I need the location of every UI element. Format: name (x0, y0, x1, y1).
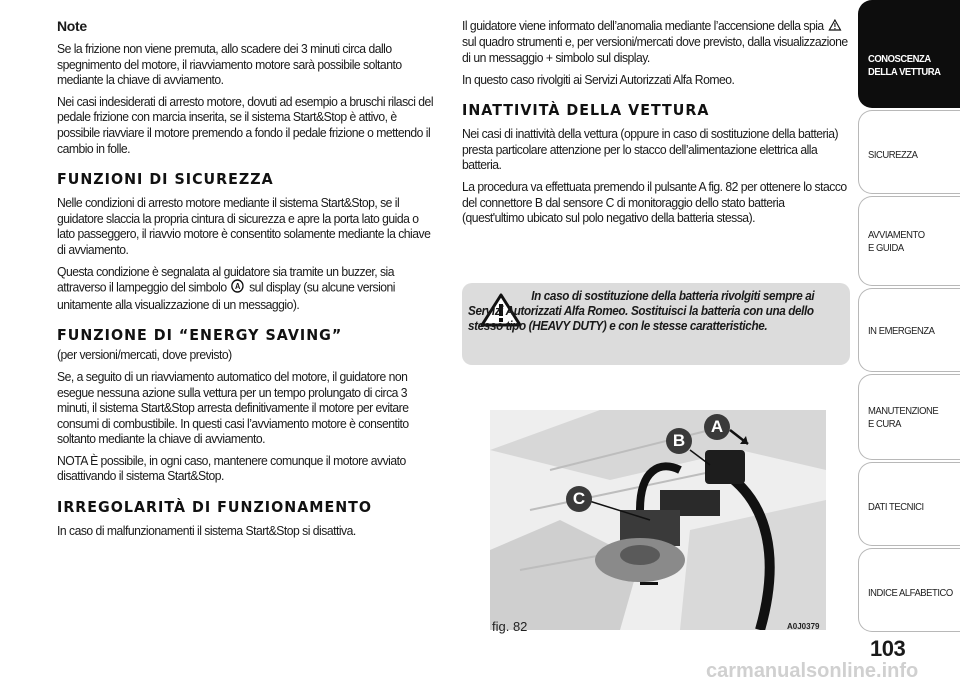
warning-light-paragraph-start: Il guidatore viene informato dell’anomalia mediante l’accensione della spia (462, 18, 824, 33)
energy-paragraph-2: NOTA È possibile, in ogni caso, mantenere comunque il motore avviato disattivando il sistema Start&Stop. (57, 452, 406, 484)
energy-paragraph-1: Se, a seguito di un riavviamento automatico del motore, il guidatore non esegue nessuna azione sulla vettura per un tempo prolungato di circa 3 minuti, il sistema Start&Stop arresta definitivamente il motore per evitare consumi di combustibile. In questi casi l’avviamento motore è consentito soltanto mediante la chiave di avviamento. (57, 368, 409, 447)
note-paragraph-1: Se la frizione non viene premuta, allo scadere dei 3 minuti circa dallo spegnimento del motore, il riavviamento motore sarà possibile soltanto mediante la chiave di avviamento. (57, 41, 402, 88)
tab-label: IN EMERGENZA (868, 325, 935, 337)
callout-a: A (704, 414, 730, 440)
safety-paragraph-2 (57, 264, 436, 313)
warning-box (462, 283, 850, 365)
inactivity-paragraph-2: La procedura va effettuata premendo il pulsante A fig. 82 per ottenere lo stacco del connettore B dal sensore C di monitoraggio dello stato batteria (quest'ultimo ubicato sul polo negativo della batteria stessa). (462, 178, 847, 226)
callout-c: C (566, 486, 592, 512)
energy-subtitle: (per versioni/mercati, dove previsto) (57, 347, 232, 363)
tab-manutenzione-cura[interactable] (858, 374, 960, 460)
warning-triangle-icon (828, 19, 841, 35)
authorized-service-paragraph: In questo caso rivolgiti ai Servizi Autorizzati Alfa Romeo. (462, 71, 735, 87)
warning-text: In caso di sostituzione della batteria rivolgiti sempre ai Servizi Autorizzati Alfa Romeo. Sostituisci la batteria con una dello stesso tipo (HEAVY DUTY) e con le stesse caratteristiche. (468, 289, 815, 333)
heading-vehicle-inactivity: INATTIVITÀ DELLA VETTURA (462, 101, 710, 120)
heading-safety-functions: FUNZIONI DI SICUREZZA (57, 170, 274, 189)
tab-label: SICUREZZA (868, 149, 918, 161)
tab-label: CONOSCENZA DELLA VETTURA (868, 53, 941, 78)
tab-conoscenza-vettura[interactable] (858, 0, 960, 108)
note-paragraph-2: Nei casi indesiderati di arresto motore, dovuti ad esempio a bruschi rilasci del pedale frizione con marcia inserita, se il sistema Start&Stop è attivo, è possibile riavviare il motore premendo a fondo il pedale frizione o mettendo il cambio in folle. (57, 93, 434, 156)
tab-in-emergenza[interactable] (858, 288, 960, 372)
safety-paragraph-1: Nelle condizioni di arresto motore mediante il sistema Start&Stop, se il guidatore slaccia la propria cintura di sicurezza e apre la porta lato guida o lato passeggero, il riavvio motore è consentito solamente mediante la chiave di avviamento. (57, 195, 431, 257)
warning-light-paragraph-end: sul quadro strumenti e, per versioni/mercati dove previsto, dalla visualizzazione di un messaggio + simbolo sul display. (462, 34, 848, 65)
malfunction-paragraph: In caso di malfunzionamenti il sistema Start&Stop si disattiva. (57, 523, 356, 539)
figure-code: A0J0379 (787, 622, 820, 631)
callout-b: B (666, 428, 692, 454)
start-stop-symbol-icon (231, 279, 244, 297)
svg-text:A: A (235, 281, 241, 292)
heading-energy-saving: FUNZIONE DI “ENERGY SAVING” (57, 326, 343, 345)
tab-avviamento-guida[interactable] (858, 196, 960, 286)
right-column (462, 18, 850, 232)
warning-light-paragraph (462, 18, 849, 66)
watermark: carmanualsonline.info (706, 660, 919, 682)
battery-illustration (490, 410, 826, 630)
left-column (57, 18, 437, 545)
tab-indice-alfabetico[interactable] (858, 548, 960, 632)
tab-label: MANUTENZIONE E CURA (868, 405, 939, 430)
page-number: 103 (870, 636, 906, 661)
safety-paragraph-2-end: sul display (su alcune versioni unitamente alla visualizzazione di un messaggio). (57, 279, 395, 312)
tab-label: INDICE ALFABETICO (868, 587, 953, 599)
inactivity-paragraph-1: Nei casi di inattività della vettura (oppure in caso di sostituzione della batteria) presta particolare attenzione per lo stacco dell’alimentazione elettrica alla batteria. (462, 126, 839, 173)
tab-label: DATI TECNICI (868, 501, 924, 513)
tab-dati-tecnici[interactable] (858, 462, 960, 546)
tab-label: AVVIAMENTO E GUIDA (868, 229, 925, 254)
tab-sicurezza[interactable] (858, 110, 960, 194)
safety-paragraph-2-start: Questa condizione è segnalata al guidatore sia tramite un buzzer, sia attraverso il lampeggio del simbolo (57, 263, 395, 295)
figure-battery-connector (490, 410, 826, 630)
figure-label: fig. 82 (492, 619, 528, 634)
heading-malfunction: IRREGOLARITÀ DI FUNZIONAMENTO (57, 498, 373, 517)
note-title: Note (57, 18, 87, 34)
